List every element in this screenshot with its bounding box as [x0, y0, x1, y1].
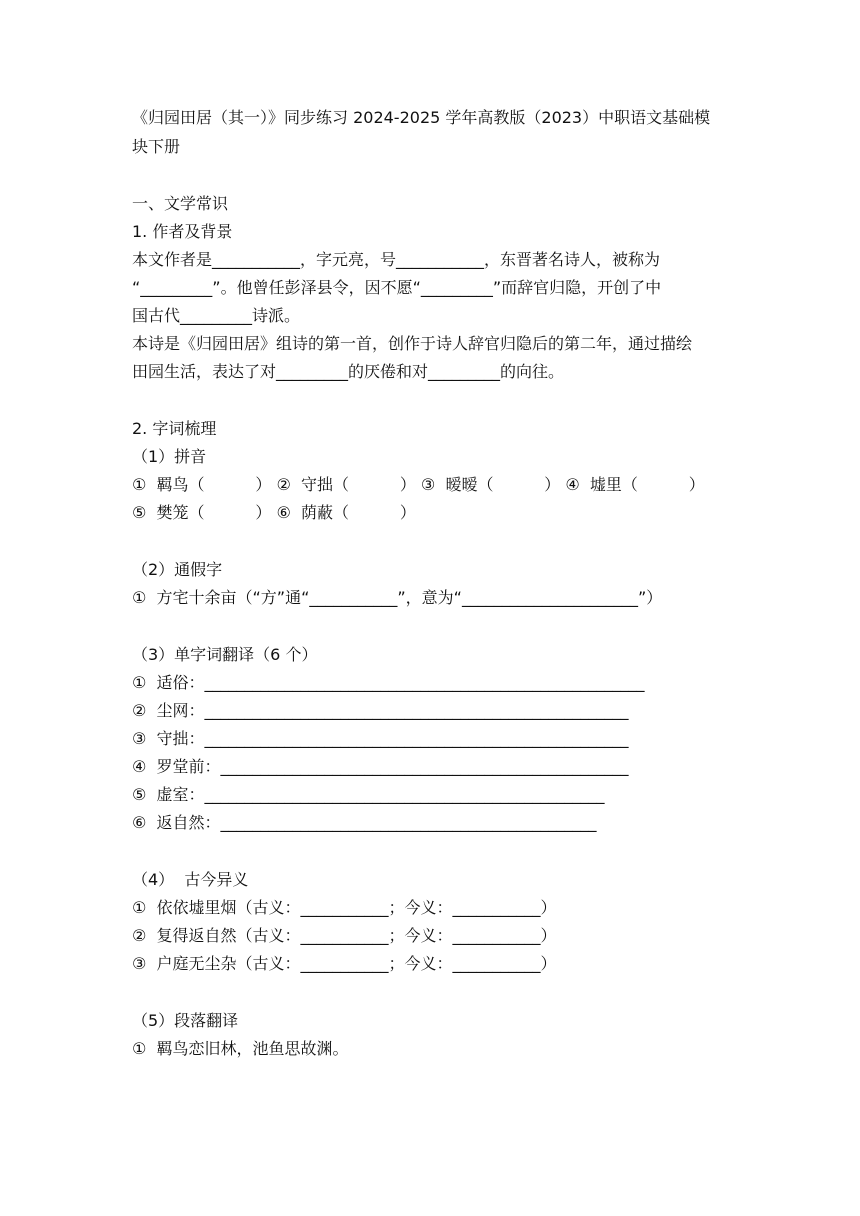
section-heading-literary-knowledge: 一、文学常识 — [132, 194, 229, 213]
paragraph-translation-heading: （5）段落翻译 — [132, 1011, 239, 1030]
doc-title-line-1: 《归园田居（其一）》同步练习 2024-2025 学年高教版（2023）中职语文基础模 — [132, 108, 711, 127]
paragraph-author-line-2: “_________”。他曾任彭泽县令，因不愿“_________”而辞官归隐，开创了中 — [132, 278, 662, 297]
translation-item: ⑥ 返自然：_______________________________________________ — [132, 813, 597, 832]
paragraph-author-line-1: 本文作者是___________，字元亮，号___________，东晋著名诗人，被称为 — [132, 250, 661, 269]
ancient-modern-heading: （4） 古今异义 — [132, 870, 249, 889]
ancient-modern-item: ③ 户庭无尘杂（古义：___________；今义：___________） — [132, 954, 557, 973]
tongjia-heading: （2）通假字 — [132, 560, 223, 579]
translation-item: ③ 守拙：_____________________________________________________ — [132, 729, 629, 748]
paragraph-poem-line-2: 田园生活，表达了对_________的厌倦和对_________的向往。 — [132, 362, 565, 381]
translation-item: ⑤ 虚室：__________________________________________________ — [132, 785, 605, 804]
translation-item: ④ 罗堂前：___________________________________________________ — [132, 757, 629, 776]
pinyin-line-2: ⑤ 樊笼（ ） ⑥ 荫蔽（ ） — [132, 503, 416, 522]
subheading-vocabulary: 2. 字词梳理 — [132, 419, 217, 438]
tongjia-line-1: ① 方宅十余亩（“方”通“___________”，意为“______________________”） — [132, 588, 663, 607]
pinyin-line-1: ① 羁鸟（ ） ② 守拙（ ） ③ 暧暧（ ） ④ 墟里（ ） — [132, 475, 705, 494]
subheading-author-background: 1. 作者及背景 — [132, 222, 233, 241]
paragraph-translation-item: ① 羁鸟恋旧林，池鱼思故渊。 — [132, 1039, 349, 1058]
translation-heading: （3）单字词翻译（6 个） — [132, 645, 318, 664]
ancient-modern-item: ① 依依墟里烟（古义：___________；今义：___________） — [132, 898, 557, 917]
pinyin-heading: （1）拼音 — [132, 447, 207, 466]
translation-item: ① 适俗：_______________________________________________________ — [132, 673, 645, 692]
doc-title-line-2: 块下册 — [132, 137, 181, 156]
paragraph-author-line-3: 国古代_________诗派。 — [132, 306, 301, 325]
translation-item: ② 尘网：_____________________________________________________ — [132, 701, 629, 720]
ancient-modern-item: ② 复得返自然（古义：___________；今义：___________） — [132, 926, 557, 945]
paragraph-poem-line-1: 本诗是《归园田居》组诗的第一首，创作于诗人辞官归隐后的第二年，通过描绘 — [132, 334, 693, 353]
